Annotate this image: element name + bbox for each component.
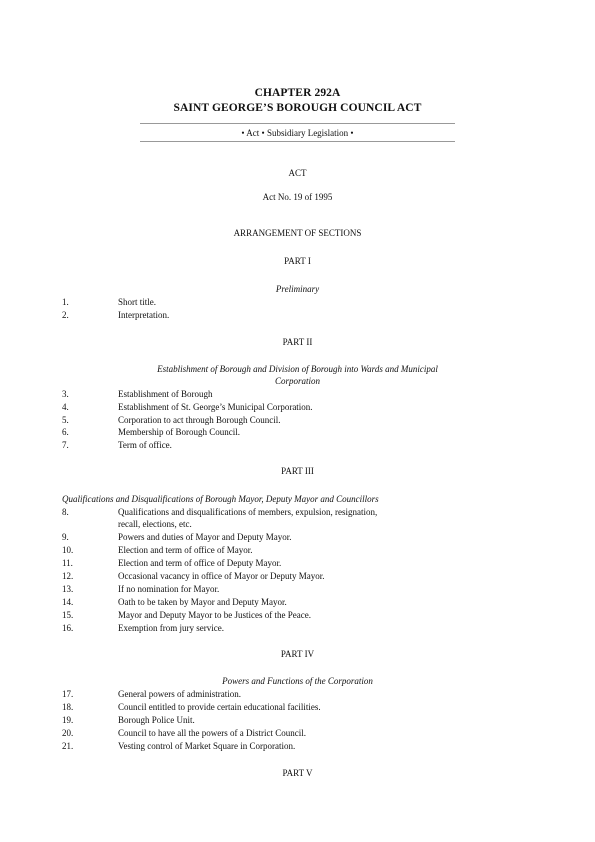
section-number: 2. (62, 310, 69, 320)
part-heading: Powers and Functions of the Corporation (222, 676, 373, 686)
part-label: PART III (281, 466, 314, 476)
section-title[interactable]: Council to have all the powers of a District Council. (118, 728, 306, 738)
section-number: 16. (62, 623, 74, 633)
part-label: PART V (282, 768, 313, 778)
section-number: 13. (62, 584, 74, 594)
arrangement-heading: ARRANGEMENT OF SECTIONS (233, 228, 362, 238)
bottom-rule (140, 141, 455, 142)
part-heading: Establishment of Borough and Division of Borough into Wards and Municipal (157, 364, 438, 374)
section-title[interactable]: Exemption from jury service. (118, 623, 224, 633)
act-title: SAINT GEORGE’S BOROUGH COUNCIL ACT (173, 102, 422, 114)
section-number: 7. (62, 440, 69, 450)
section-title[interactable]: Interpretation. (118, 310, 170, 320)
section-number: 8. (62, 507, 69, 517)
section-number: 1. (62, 297, 69, 307)
section-number: 11. (62, 558, 73, 568)
top-rule (140, 123, 455, 124)
section-title[interactable]: Short title. (118, 297, 156, 307)
act-heading: ACT (288, 168, 307, 178)
section-title[interactable]: Election and term of office of Mayor. (118, 545, 253, 555)
section-title[interactable]: Powers and duties of Mayor and Deputy Mayor. (118, 532, 292, 542)
section-title[interactable]: Council entitled to provide certain educational facilities. (118, 702, 321, 712)
section-title[interactable]: Borough Police Unit. (118, 715, 195, 725)
section-number: 21. (62, 741, 74, 751)
section-title[interactable]: Vesting control of Market Square in Corporation. (118, 741, 296, 751)
section-number: 10. (62, 545, 74, 555)
section-title[interactable]: Oath to be taken by Mayor and Deputy Mayor. (118, 597, 287, 607)
section-title[interactable]: Term of office. (118, 440, 172, 450)
section-number: 5. (62, 415, 69, 425)
section-title-continued[interactable]: recall, elections, etc. (118, 519, 192, 529)
section-title[interactable]: Qualifications and disqualifications of members, expulsion, resignation, (118, 507, 378, 517)
section-title[interactable]: General powers of administration. (118, 689, 241, 699)
section-number: 19. (62, 715, 74, 725)
section-title[interactable]: Occasional vacancy in office of Mayor or Deputy Mayor. (118, 571, 325, 581)
part-heading: Qualifications and Disqualifications of Borough Mayor, Deputy Mayor and Councillors (62, 494, 379, 504)
section-title[interactable]: Mayor and Deputy Mayor to be Justices of the Peace. (118, 610, 311, 620)
section-number: 4. (62, 402, 69, 412)
section-number: 15. (62, 610, 74, 620)
section-title[interactable]: Establishment of Borough (118, 389, 213, 399)
part-heading: Preliminary (275, 284, 320, 294)
section-title[interactable]: Corporation to act through Borough Council. (118, 415, 281, 425)
part-heading-continued: Corporation (274, 376, 320, 386)
section-number: 6. (62, 427, 69, 437)
act-number: Act No. 19 of 1995 (262, 192, 333, 202)
section-title[interactable]: Establishment of St. George’s Municipal Corporation. (118, 402, 313, 412)
section-number: 20. (62, 728, 74, 738)
section-title[interactable]: Membership of Borough Council. (118, 427, 240, 437)
navigation-links[interactable]: • Act • Subsidiary Legislation • (241, 128, 354, 138)
section-number: 12. (62, 571, 74, 581)
section-title[interactable]: If no nomination for Mayor. (118, 584, 220, 594)
section-title[interactable]: Election and term of office of Deputy Mayor. (118, 558, 282, 568)
section-number: 3. (62, 389, 69, 399)
section-number: 17. (62, 689, 74, 699)
part-label: PART I (284, 256, 311, 266)
part-label: PART II (282, 337, 313, 347)
section-number: 9. (62, 532, 69, 542)
section-number: 18. (62, 702, 74, 712)
part-label: PART IV (280, 649, 315, 659)
section-number: 14. (62, 597, 74, 607)
chapter-number: CHAPTER 292A (254, 87, 341, 99)
